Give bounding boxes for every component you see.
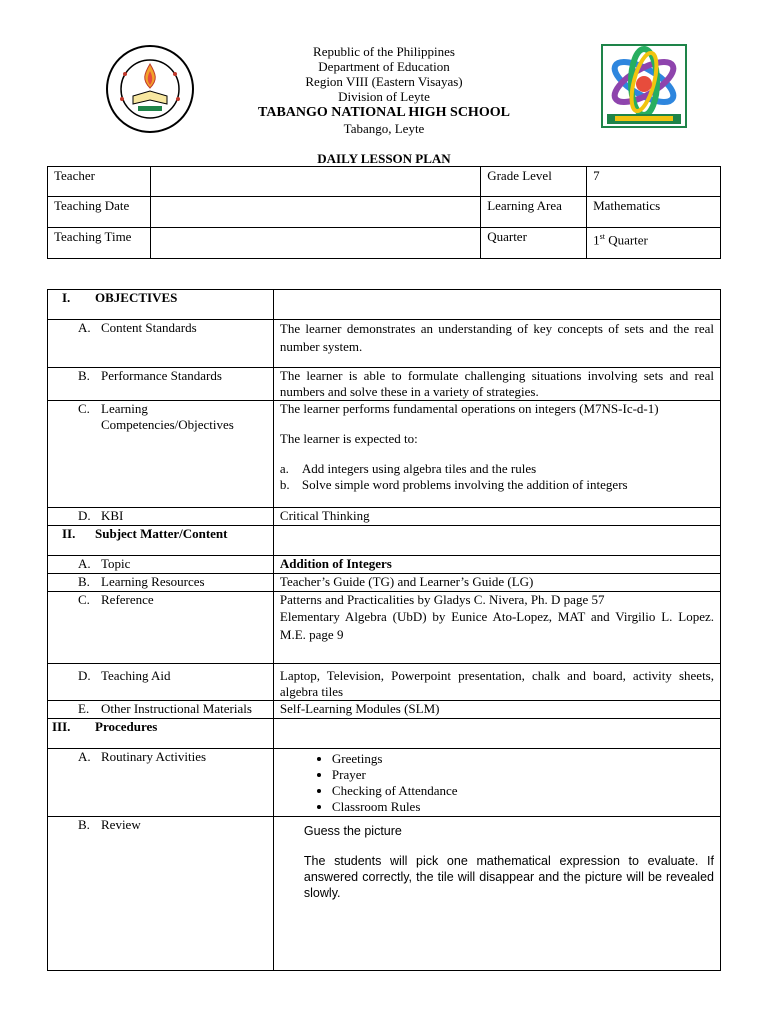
routinary-activities-cell xyxy=(273,749,720,817)
other-materials-text: Self-Learning Modules (SLM) xyxy=(273,701,720,719)
teaching-time-value xyxy=(150,228,480,259)
section-objectives-blank xyxy=(273,290,720,320)
section-subject-heading: II. Subject Matter/Content xyxy=(48,526,274,556)
list-item: • Greetings xyxy=(332,751,714,767)
reference-cell xyxy=(273,592,720,664)
kbi-label: D. KBI xyxy=(48,508,274,526)
learning-area-value: Mathematics xyxy=(587,197,721,228)
learner-expected-text: The learner is expected to: xyxy=(279,431,418,446)
content-standards-label: A. Content Standards xyxy=(48,320,274,368)
teaching-date-value xyxy=(150,197,480,228)
reference-text-2: Elementary Algebra (UbD) by Eunice Ato-Lopez, MAT and Virgilio L. Lopez. M.E. page 9 xyxy=(279,609,714,642)
teacher-value xyxy=(150,167,480,197)
header-republic: Republic of the Philippines xyxy=(313,44,455,59)
teaching-aid-label: D. Teaching Aid xyxy=(48,664,274,701)
header-division: Division of Leyte xyxy=(338,89,430,104)
lesson-info-table xyxy=(47,166,721,259)
reference-text-1: Patterns and Practicalities by Gladys C. Nivera, Ph. D page 57 xyxy=(279,592,605,607)
header-school-name: TABANGO NATIONAL HIGH SCHOOL xyxy=(258,105,510,120)
list-item: • Prayer xyxy=(332,767,714,783)
reference-label: C. Reference xyxy=(48,592,274,664)
kbi-text: Critical Thinking xyxy=(273,508,720,526)
quarter-label: Quarter xyxy=(481,228,587,259)
learning-resources-text: Teacher’s Guide (TG) and Learner’s Guide (LG) xyxy=(273,574,720,592)
objective-item: a. Add integers using algebra tiles and the rules xyxy=(279,461,537,476)
learning-resources-label: B. Learning Resources xyxy=(48,574,274,592)
learning-competencies-cell xyxy=(273,401,720,508)
list-item: • Checking of Attendance xyxy=(332,783,714,799)
document-title: DAILY LESSON PLAN xyxy=(317,151,451,166)
review-cell xyxy=(273,817,720,971)
review-label: B. Review xyxy=(48,817,274,971)
objective-item: b. Solve simple word problems involving the addition of integers xyxy=(279,477,628,492)
routinary-activities-label: A. Routinary Activities xyxy=(48,749,274,817)
letterhead xyxy=(0,0,768,150)
performance-standards-text: The learner is able to formulate challenging situations involving sets and real numbers and solve these in a variety of strategies. xyxy=(273,368,720,401)
section-subject-blank xyxy=(273,526,720,556)
grade-level-label: Grade Level xyxy=(481,167,587,197)
lesson-plan-table xyxy=(47,289,721,971)
list-item: • Classroom Rules xyxy=(332,799,714,815)
teaching-date-label: Teaching Date xyxy=(48,197,151,228)
teaching-time-label: Teaching Time xyxy=(48,228,151,259)
header-school-place: Tabango, Leyte xyxy=(343,121,425,136)
section-procedures-blank xyxy=(273,719,720,749)
review-text: The students will pick one mathematical expression to evaluate. If answered correctly, the tile will disappear and the picture will be revealed slowly. xyxy=(303,854,714,900)
learning-competencies-text: The learner performs fundamental operations on integers (M7NS-Ic-d-1) xyxy=(279,401,659,416)
topic-label: A. Topic xyxy=(48,556,274,574)
section-procedures-heading: III. Procedures xyxy=(48,719,274,749)
learning-competencies-label: C. Learning Competencies/Objectives xyxy=(48,401,274,508)
header-region: Region VIII (Eastern Visayas) xyxy=(305,74,463,89)
school-atom-logo-icon xyxy=(601,44,687,128)
performance-standards-label: B. Performance Standards xyxy=(48,368,274,401)
other-materials-label: E. Other Instructional Materials xyxy=(48,701,274,719)
grade-level-value: 7 xyxy=(587,167,721,197)
quarter-value: 1st Quarter xyxy=(587,228,721,259)
header-department: Department of Education xyxy=(318,59,450,74)
routinary-activities-list xyxy=(280,751,714,815)
learning-area-label: Learning Area xyxy=(481,197,587,228)
topic-text: Addition of Integers xyxy=(273,556,720,574)
section-objectives-heading: I. OBJECTIVES xyxy=(48,290,274,320)
content-standards-text: The learner demonstrates an understanding of key concepts of sets and the real number system. xyxy=(273,320,720,368)
teaching-aid-text: Laptop, Television, Powerpoint presentation, chalk and board, activity sheets, algebra tiles xyxy=(273,664,720,701)
review-title: Guess the picture xyxy=(303,824,402,838)
objectives-list xyxy=(280,461,714,493)
teacher-label: Teacher xyxy=(48,167,151,197)
